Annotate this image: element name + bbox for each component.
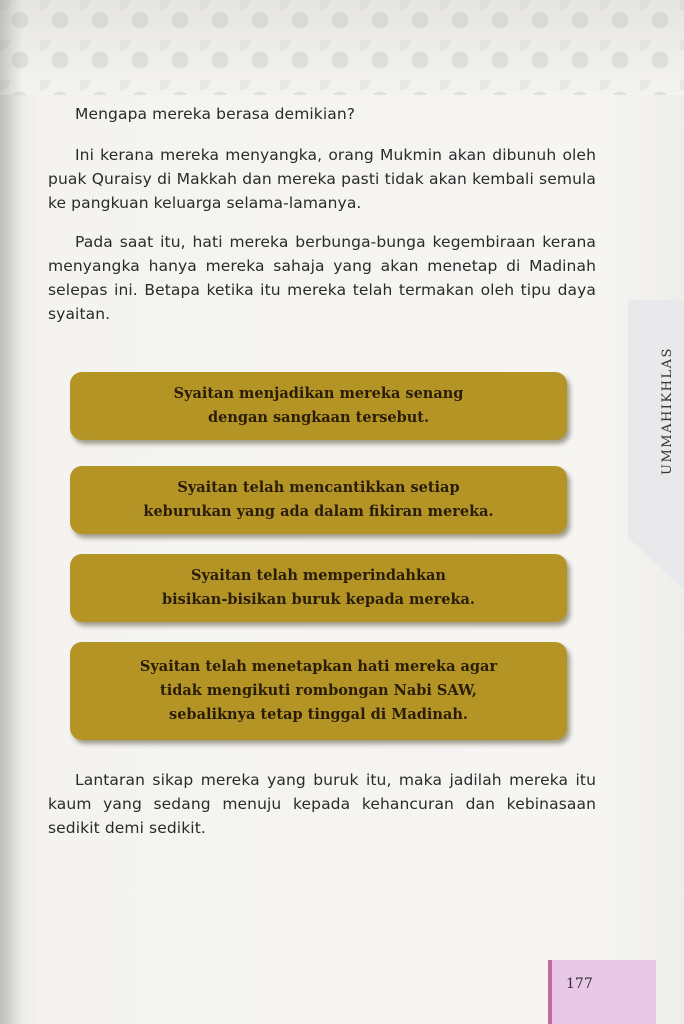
callout-4-line-2: tidak mengikuti rombongan Nabi SAW, [160,682,477,699]
callout-box-4 [70,642,567,740]
spine-shadow [0,0,22,1024]
callout-4-line-3: sebaliknya tetap tinggal di Madinah. [169,706,468,723]
page-number-tab [548,960,656,1024]
page-number: 177 [566,976,593,992]
callout-1-line-2: dengan sangkaan tersebut. [207,409,430,426]
body-paragraph-2: Pada saat itu, hati mereka berbunga-bunga kegembiraan kerana menyangka hanya mereka sahaja yang akan menetap di Madinah selepas ini. Betapa ketika itu mereka telah termakan oleh tipu daya syaitan. [48,233,596,323]
body-paragraph-3: Lantaran sikap mereka yang buruk itu, maka jadilah mereka itu kaum yang sedang menuju kepada kehancuran dan kebinasaan sedikit demi sedikit. [48,771,596,837]
callout-3-line-2: bisikan-bisikan buruk kepada mereka. [162,591,475,608]
callout-box-2 [70,466,567,534]
callout-4-line-1: Syaitan telah menetapkan hati mereka agar [139,658,498,675]
callout-3-line-1: Syaitan telah memperindahkan [191,567,446,584]
callout-box-1 [70,372,567,440]
decorative-header-pattern [0,0,684,95]
question-line: Mengapa mereka berasa demikian? [75,105,356,123]
callout-box-3 [70,554,567,622]
body-paragraph-1: Ini kerana mereka menyangka, orang Mukmin akan dibunuh oleh puak Quraisy di Makkah dan mereka pasti tidak akan kembali semula ke pangkuan keluarga selama-lamanya. [48,146,596,212]
callout-2-line-1: Syaitan telah mencantikkan setiap [177,479,460,496]
side-tab-label: UMMAHIKHLAS [660,347,675,475]
callout-1-line-1: Syaitan menjadikan mereka senang [173,385,464,402]
callout-2-line-2: keburukan yang ada dalam fikiran mereka. [143,503,494,520]
